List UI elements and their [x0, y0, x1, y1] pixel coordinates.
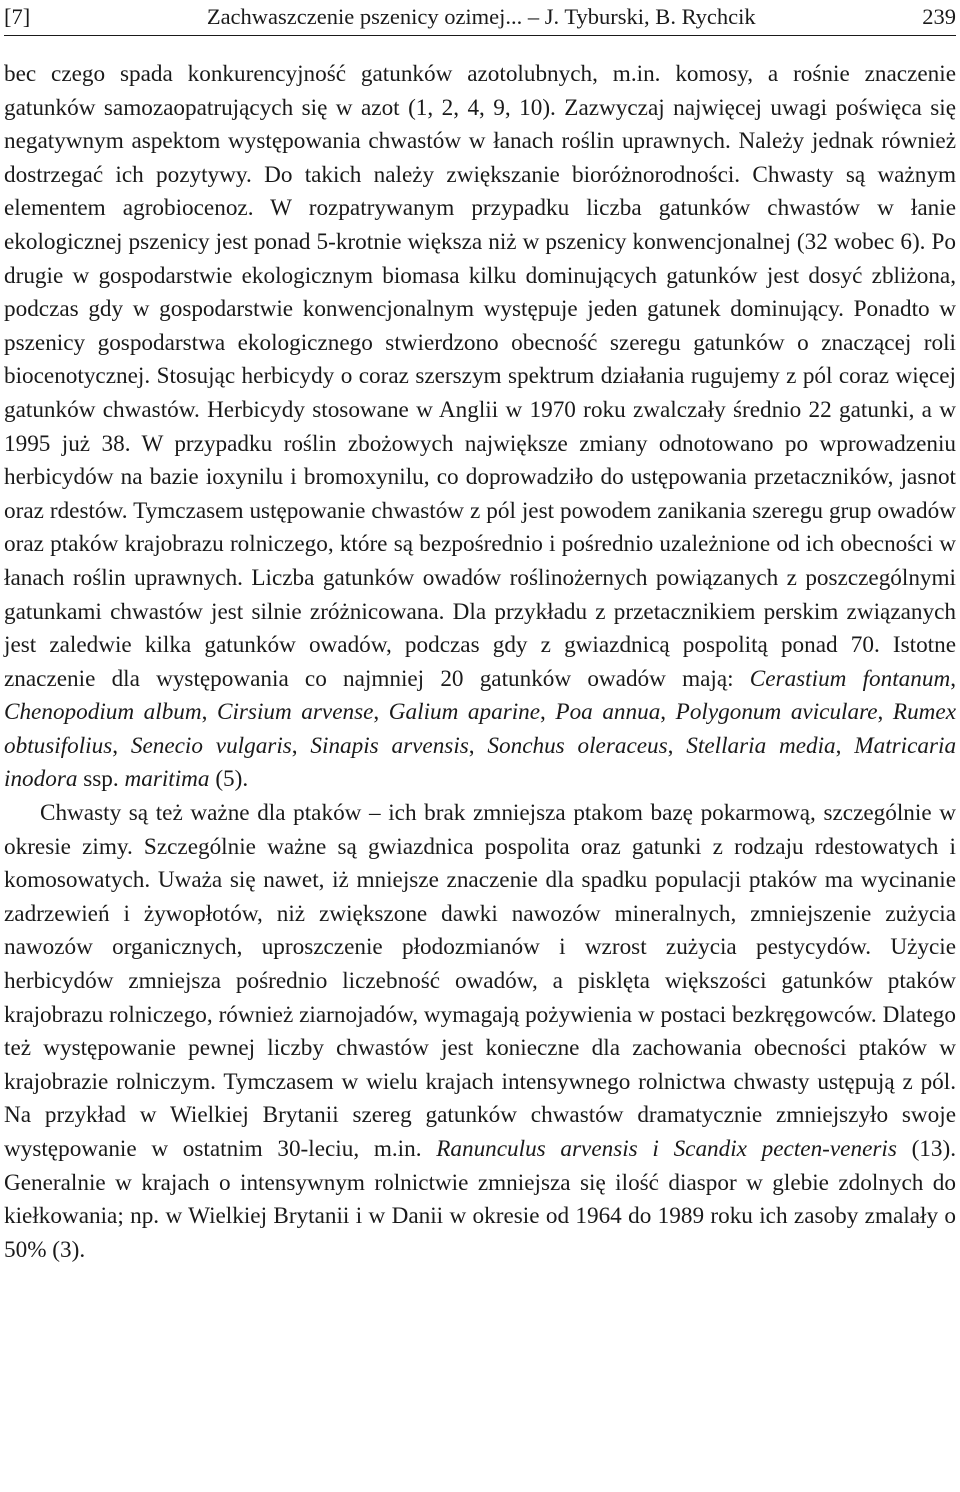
separator: , — [540, 699, 556, 726]
species-name: Cirsium arvense — [217, 699, 374, 726]
species-name: Stellaria media — [686, 732, 836, 759]
species-name: Cerastium fontanum — [749, 665, 951, 692]
species-name: Senecio vulgaris — [130, 732, 292, 759]
separator: , — [835, 732, 855, 759]
species-name: Ranunculus arvensis — [436, 1136, 638, 1162]
document-page — [4, 0, 956, 1267]
species-name: Scandix pecten-veneris — [673, 1136, 897, 1162]
species-name: Galium aparine — [388, 699, 541, 726]
paragraph-2 — [4, 797, 956, 1267]
reference-number: [7] — [4, 4, 31, 29]
species-name: Sonchus oleraceus — [487, 732, 668, 759]
separator: , — [291, 732, 311, 759]
species-name: Rumex obtusifolius — [4, 699, 956, 759]
species-name: Matricaria inodora — [4, 732, 957, 793]
paragraph-1 — [4, 58, 956, 797]
citation: (5). — [209, 766, 249, 793]
conjunction: i — [637, 1136, 674, 1162]
separator: , — [112, 732, 131, 759]
species-name: Sinapis arvensis — [310, 732, 469, 759]
separator: , — [468, 732, 488, 759]
separator: , — [877, 699, 893, 726]
species-name: Polygonum aviculare — [675, 699, 878, 726]
paragraph-2-text: Chwasty są też ważne dla ptaków – ich brak zmniejsza ptakom bazę pokarmową, szczególnie w okresie zimy. Szczególnie ważne są gwiazdnica pospolita oraz gatunki z rodzaju rdestowatych i komosowatych. Uważa się nawet, iż mniejsze znaczenie dla spadku populacji ptaków ma wycinanie zadrzewień i żywopłotów, niż zwiększone dawki nawozów mineralnych, zmniejszenie zużycia nawozów organicznych, uproszczenie płodozmianów i wzrost zużycia pestycydów. Użycie herbicydów zmniejsza pośrednio liczebność owadów, a pisklęta większości gatunków ptaków krajobrazu rolniczego, również ziarnojadów, wymagają pożywienia w postaci bezkręgowców. Dlatego też występowanie pewnej liczby chwastów jest konieczne dla zachowania obecności ptaków w krajobrazie rolniczym. Tymczasem w wielu krajach intensywnego rolnictwa chwasty ustępują z pól. Na przykład w Wielkiej Brytanii szereg gatunków chwastów dramatycznie zmniejszyło swoje występowanie w ostatnim 30-leciu, m.in. — [4, 800, 956, 1162]
separator: , — [950, 665, 956, 692]
separator: , — [201, 699, 217, 726]
paragraph-2-text-end: (13). Generalnie w krajach o intensywnym rolnictwie zmniejsza się ilość diaspor w glebie zdolnych do kiełkowania; np. w Wielkiej Brytanii i w Danii w okresie od 1964 do 1989 roku ich zasoby zmalały o 50% (3). — [4, 1136, 956, 1263]
paragraph-1-text: bec czego spada konkurencyjność gatunków azotolubnych, m.in. komosy, a rośnie znaczenie gatunków samozaopatrujących się w azot (1, 2, 4, 9, 10). Zazwyczaj najwięcej uwagi poświęca się negatywnym aspektom występowania chwastów w łanach roślin uprawnych. Należy jednak również dostrzegać ich pozytywy. Do takich należy zwiększanie bioróżnorodności. Chwasty są ważnym elementem agrobiocenoz. W rozpatrywanym przypadku liczba gatunków chwastów w łanie ekologicznej pszenicy jest ponad 5-krotnie większa niż w pszenicy konwencjonalnej (32 wobec 6). Po drugie w gospodarstwie ekologicznym biomasa kilku dominujących gatunków jest dosyć zbliżona, podczas gdy w gospodarstwie konwencjonalnym występuje jeden gatunek dominujący. Ponadto w pszenicy gospodarstwa ekologicznego stwierdzono obecność szeregu gatunków o znaczącej roli biocenotycznej. Stosując herbicydy o coraz szerszym spektrum działania rugujemy z pól coraz więcej gatunków chwastów. Herbicydy stosowane w Anglii w 1970 roku zwalczały średnio 22 gatunki, a w 1995 już 38. W przypadku roślin zbożowych największe zmiany odnotowano po wprowadzeniu herbicydów na bazie ioxynilu i bromoxynilu, co doprowadziło do ustępowania przetaczników, jasnot oraz rdestów. Tymczasem ustępowanie chwastów z pól jest powodem zanikania szeregu grup owadów oraz ptaków krajobrazu rolniczego, które są bezpośrednio i pośrednio uzależnione od ich obecności w łanach roślin uprawnych. Liczba gatunków owadów roślinożernych powiązanych z poszczególnymi gatunkami chwastów jest silnie zróżnicowana. Dla przykładu z przetacznikiem perskim związanych jest zaledwie kilka gatunków owadów, podczas gdy z gwiazdnicą pospolitą ponad 70. Istotne znaczenie dla występowania co najmniej 20 gatunków owadów mają: — [4, 61, 956, 692]
separator: , — [667, 732, 687, 759]
running-header — [4, 0, 956, 36]
ssp-text: ssp. — [77, 766, 125, 793]
species-name: Poa annua — [555, 699, 661, 726]
page-number: 239 — [922, 4, 956, 29]
body-text — [4, 58, 956, 1267]
running-title: Zachwaszczenie pszenicy ozimej... – J. Tyburski, B. Rychcik — [206, 4, 756, 29]
separator: , — [660, 699, 676, 726]
species-name: Chenopodium album — [4, 699, 202, 726]
separator: , — [373, 699, 389, 726]
subspecies-name: maritima — [124, 766, 210, 793]
